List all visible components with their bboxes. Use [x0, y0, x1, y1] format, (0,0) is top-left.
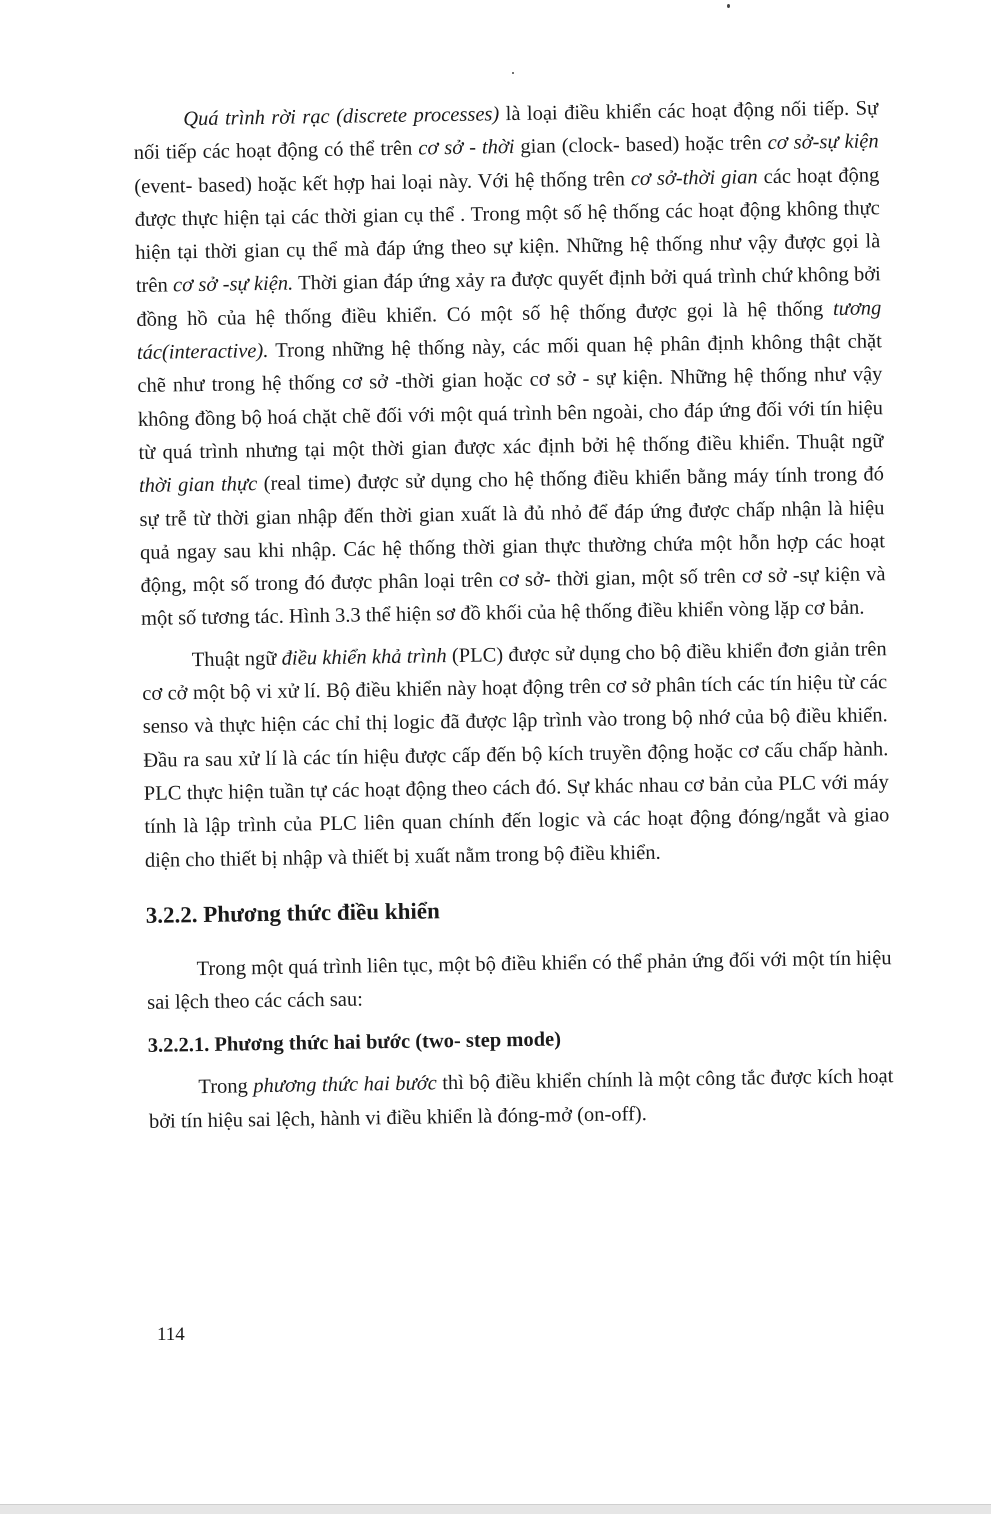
scan-speck — [727, 4, 730, 8]
term-two-step-mode: phương thức hai bước — [253, 1072, 437, 1098]
section-heading-3-2-2-1: 3.2.2.1. Phương thức hai bước (two- step mode) — [147, 1028, 562, 1058]
term-discrete-processes: Quá trình rời rạc (discrete processes) — [183, 103, 500, 131]
term-plc: điều khiển khả trình — [281, 644, 447, 670]
page-content — [133, 92, 894, 1139]
paragraph-plc: Thuật ngữ điều khiển khả trình (PLC) được sử dụng cho bộ điều khiển đơn giản trên cơ cở một bộ vi xử lí. Bộ điều khiển này hoạt động trên cơ sở phân tích các tín hiệu từ các senso và thực hiện các chỉ thị logic đã được lập trình vào trong bộ nhớ của bộ điều khiển. Đầu ra sau xử lí là các tín hiệu được cấp đến bộ kích truyền động hoặc cơ cấu chấp hành. PLC thực hiện tuần tự các hoạt động theo cách đó. Sự khác nhau cơ bản của PLC với máy tính là lập trình của PLC liên quan chính đến logic và các hoạt động đóng/ngắt và giao diện cho thiết bị nhập và thiết bị xuất nằm trong bộ điều khiển. — [142, 637, 890, 872]
paragraph-discrete-processes: Quá trình rời rạc (discrete processes) là loại điều khiển các hoạt động nối tiếp. Sự nối tiếp các hoạt động có thể trên cơ sở - thời gian (clock- based) hoặc trên cơ sở-sự kiện (event- based) hoặc kết hợp hai loại này. Với hệ thống trên cơ sở-thời gian các hoạt động được thực hiện tại các thời gian cụ thể . Trong một số hệ thống các hoạt động không thực hiện tại thời gian cụ thể mà đáp ứng theo sự kiện. Những hệ thống như vậy được gọi là trên cơ sở -sự kiện. Thời gian đáp ứng xảy ra được quyết định bởi quá trình chứ không bởi đồng hồ của hệ thống điều khiển. Có một số hệ thống được gọi là hệ thống tương tác(interactive). Trong những hệ thống này, các mối quan hệ phân định không thật chặt chẽ như trong hệ thống cơ sở -thời gian hoặc cơ sở - sự kiện. Những hệ thống như vậy không đồng bộ hoá chặt chẽ đối với một quá trình bên ngoài, cho đáp ứng đối với tín hiệu từ quá trình nhưng tại một thời gian được xác định bởi hệ thống điều khiển. Thuật ngữ thời gian thực (real time) được sử dụng cho hệ thống điều khiển bằng máy tính trong đó sự trễ từ thời gian nhập đến thời gian xuất là đủ nhỏ để đáp ứng được chấp nhận là hiệu quả ngay sau khi nhập. Các hệ thống thời gian thực thường chứa một hỗn hợp các hoạt động, một số trong đó được phân loại trên cơ sở- thời gian, một số trên cơ sở -sự kiện và một số tương tác. Hình 3.3 thể hiện sơ đồ khối của hệ thống điều khiển vòng lặp cơ bản. — [133, 97, 886, 631]
paragraph-continuous-process: Trong một quá trình liên tục, một bộ điều khiển có thể phản ứng đối với một tín hiệu sai lệch theo các cách sau: — [146, 947, 892, 1015]
section-heading-3-2-2: 3.2.2. Phương thức điều khiển — [145, 898, 440, 928]
paragraph-two-step-mode: Trong phương thức hai bước thì bộ điều khiển chính là một công tắc được kích hoạt bởi tín hiệu sai lệch, hành vi điều khiển là đóng-mở (on-off). — [148, 1065, 894, 1133]
scan-speck — [512, 72, 514, 74]
page-number: 114 — [157, 1324, 185, 1345]
